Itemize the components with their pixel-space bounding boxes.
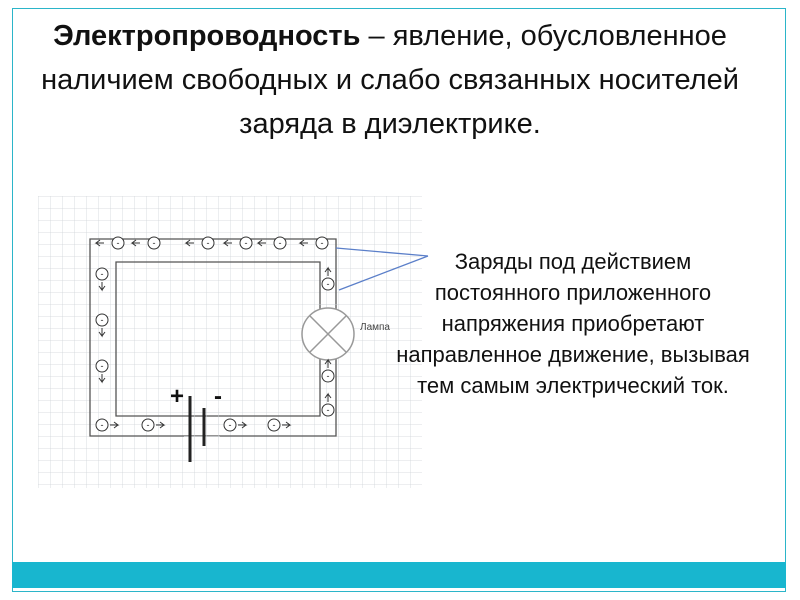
- grid-background: [38, 196, 422, 488]
- lamp-label: Лампа: [360, 322, 390, 333]
- charge-minus-sign: -: [152, 238, 156, 248]
- charge-minus-sign: -: [206, 238, 210, 248]
- charge-minus-sign: -: [228, 420, 232, 430]
- charge-minus-sign: -: [326, 279, 330, 289]
- slide-footer-bar: [12, 562, 786, 588]
- title-term: Электропроводность: [53, 20, 361, 52]
- battery-minus-label: -: [214, 383, 222, 410]
- charge-minus-sign: -: [272, 420, 276, 430]
- charge-minus-sign: -: [100, 420, 104, 430]
- charge-minus-sign: -: [320, 238, 324, 248]
- charge-minus-sign: -: [326, 371, 330, 381]
- charge-minus-sign: -: [116, 238, 120, 248]
- slide-title: [40, 14, 740, 146]
- charge-minus-sign: -: [326, 405, 330, 415]
- charge-minus-sign: -: [146, 420, 150, 430]
- lamp-icon: [302, 308, 354, 360]
- battery-plus-label: +: [170, 383, 185, 410]
- charge-minus-sign: -: [100, 361, 104, 371]
- charge-minus-sign: -: [100, 269, 104, 279]
- title-definition: – явление, обусловленное наличием свободных и слабо связанных носителей заряда в диэлектрике.: [41, 20, 739, 140]
- charge-minus-sign: -: [100, 315, 104, 325]
- slide-caption: Заряды под действием постоянного приложенного напряжения приобретают направленное движение, вызывая тем самым электрический ток.: [396, 249, 750, 398]
- circuit-diagram: [38, 196, 422, 488]
- charge-minus-sign: -: [244, 238, 248, 248]
- charge-minus-sign: -: [278, 238, 282, 248]
